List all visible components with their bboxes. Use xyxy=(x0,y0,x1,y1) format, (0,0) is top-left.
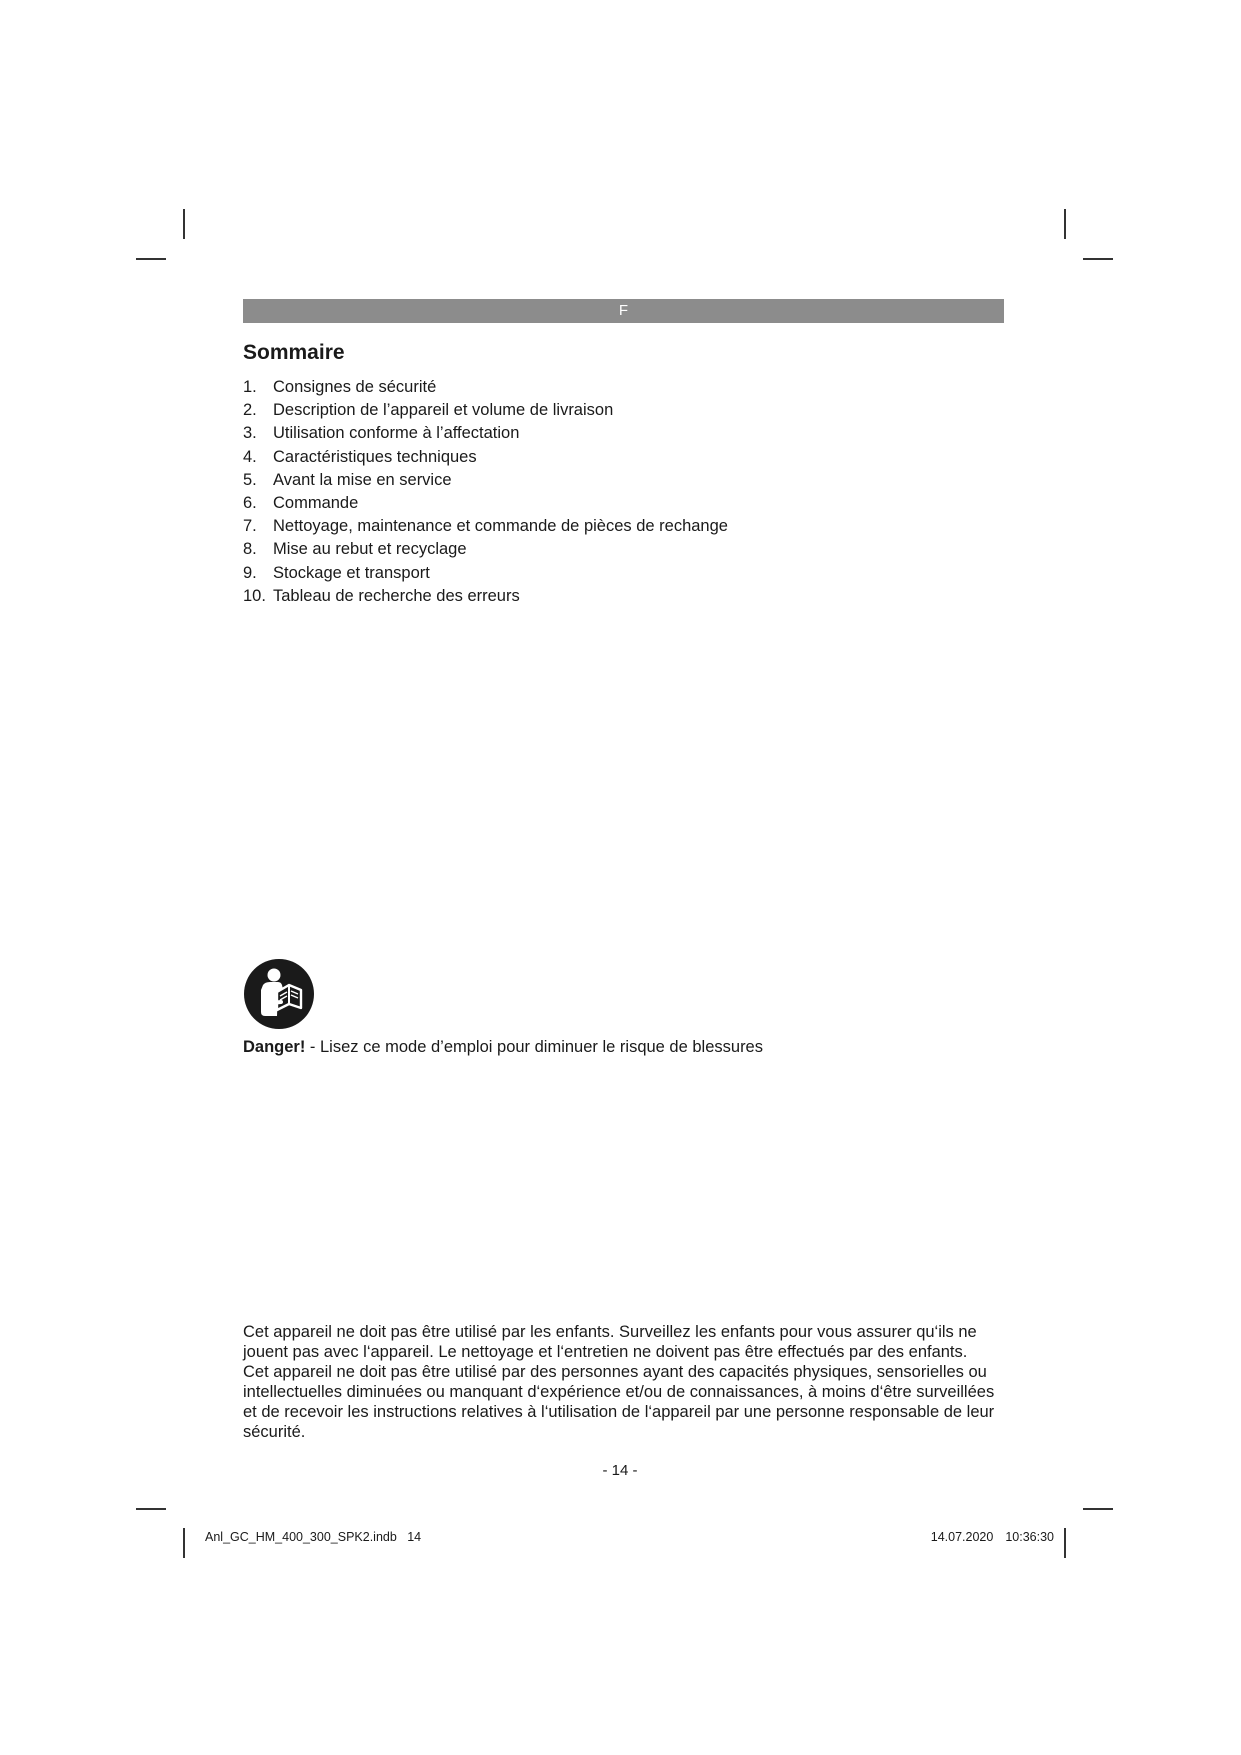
crop-mark-bottom-right-vertical xyxy=(1064,1528,1066,1558)
danger-notice xyxy=(243,1036,763,1058)
toc-item-label: Nettoyage, maintenance et commande de pièces de rechange xyxy=(273,517,728,536)
toc-item-number: 2. xyxy=(243,401,257,420)
toc-item-label: Utilisation conforme à l’affectation xyxy=(273,424,520,443)
toc-item-label: Avant la mise en service xyxy=(273,470,452,489)
danger-label: Danger! xyxy=(243,1038,306,1056)
footer-file-name: Anl_GC_HM_400_300_SPK2.indb 14 xyxy=(205,1530,422,1544)
toc-item-number: 5. xyxy=(243,470,257,489)
warning-line: Cet appareil ne doit pas être utilisé par les enfants. Surveillez les enfants pour vous assurer qu‘ils ne xyxy=(243,1323,977,1341)
toc-item-number: 3. xyxy=(243,424,257,443)
read-manual-icon xyxy=(243,958,315,1030)
toc-item-label: Stockage et transport xyxy=(273,563,430,582)
page-number: - 14 - xyxy=(602,1462,638,1479)
toc-item-number: 6. xyxy=(243,494,257,513)
toc-item xyxy=(243,515,728,538)
toc-item xyxy=(243,422,728,445)
toc-item xyxy=(243,446,728,469)
crop-mark-bottom-left-vertical xyxy=(183,1528,185,1558)
toc-title: Sommaire xyxy=(243,341,345,364)
warning-line: intellectuelles diminuées ou manquant d‘expérience et/ou de connaissances, à moins d‘être surveillées xyxy=(243,1382,995,1401)
warning-line: jouent pas avec l‘appareil. Le nettoyage et l‘entretien ne doivent pas être effectués par des enfants. xyxy=(243,1342,968,1361)
warning-paragraph xyxy=(243,1323,1008,1442)
toc-item xyxy=(243,538,728,561)
crop-mark-top-left-vertical xyxy=(183,209,185,239)
crop-mark-top-right-horizontal xyxy=(1083,258,1113,260)
toc-item-number: 8. xyxy=(243,540,257,559)
toc-item-number: 1. xyxy=(243,378,257,396)
toc-item-number: 4. xyxy=(243,447,257,466)
toc-item-number: 7. xyxy=(243,517,257,536)
danger-text: - Lisez ce mode d’emploi pour diminuer le risque de blessures xyxy=(305,1038,763,1056)
footer-timestamp xyxy=(931,1530,1054,1544)
crop-mark-top-right-vertical xyxy=(1064,209,1066,239)
toc-item-label: Description de l’appareil et volume de livraison xyxy=(273,401,614,420)
toc-item xyxy=(243,469,728,492)
toc-item xyxy=(243,399,728,422)
crop-mark-bottom-right-horizontal xyxy=(1083,1508,1113,1510)
toc-item xyxy=(243,585,728,608)
crop-mark-bottom-left-horizontal xyxy=(136,1508,166,1510)
toc-item-number: 10. xyxy=(243,586,266,605)
toc-item-label: Tableau de recherche des erreurs xyxy=(273,586,520,605)
toc-item-label: Commande xyxy=(273,494,359,513)
toc-item xyxy=(243,492,728,515)
warning-line: Cet appareil ne doit pas être utilisé par des personnes ayant des capacités physiques, sensorielles ou xyxy=(243,1362,987,1381)
toc-item xyxy=(243,376,728,399)
toc-list xyxy=(243,376,728,608)
footer-date: 14.07.2020 xyxy=(930,1530,994,1544)
toc-item xyxy=(243,562,728,585)
toc-item-label: Caractéristiques techniques xyxy=(273,447,477,466)
warning-line: et de recevoir les instructions relatives à l‘utilisation de l‘appareil par une personne responsable de leur xyxy=(243,1402,995,1421)
toc-item-label: Consignes de sécurité xyxy=(273,378,437,396)
toc-item-number: 9. xyxy=(243,563,257,582)
crop-mark-top-left-horizontal xyxy=(136,258,166,260)
footer-time: 10:36:30 xyxy=(1005,1530,1054,1544)
language-header-bar xyxy=(243,299,1004,323)
toc-item-label: Mise au rebut et recyclage xyxy=(273,540,467,559)
warning-line: sécurité. xyxy=(243,1422,306,1441)
language-tab-label: F xyxy=(618,302,629,319)
